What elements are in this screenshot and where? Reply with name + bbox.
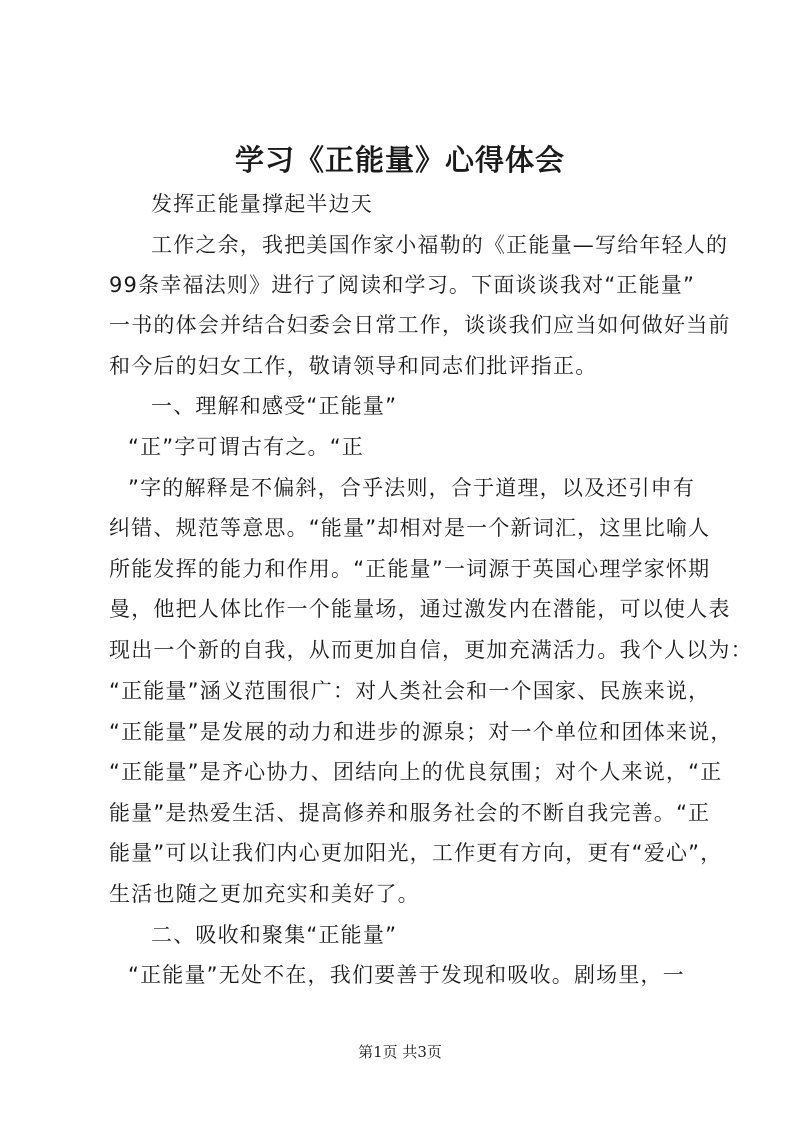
paragraph-line: 99条幸福法则》进行了阅读和学习。下面谈谈我对“正能量”: [109, 273, 696, 297]
paragraph-line: “正能量”涵义范围很广：对人类社会和一个国家、民族来说，: [109, 679, 711, 703]
paragraph-line: “正能量”是发展的动力和进步的源泉；对一个单位和团体来说，: [109, 720, 733, 744]
page-number-footer: 第1页 共3页: [358, 1043, 442, 1061]
paragraph-line: 工作之余，我把美国作家小福勒的《正能量—写给年轻人的: [151, 233, 729, 257]
document-title: 学习《正能量》心得体会: [234, 143, 565, 177]
paragraph-line: 生活也随之更加充实和美好了。: [109, 882, 420, 906]
paragraph-line: 所能发挥的能力和作用。“正能量”一词源于英国心理学家怀期: [109, 557, 711, 581]
paragraph-line: 能量”是热爱生活、提高修养和服务社会的不断自我完善。“正: [109, 801, 711, 825]
paragraph-line: “正能量”无处不在，我们要善于发现和吸收。剧场里，一: [128, 963, 685, 987]
paragraph-line: 一书的体会并结合妇委会日常工作，谈谈我们应当如何做好当前: [109, 313, 731, 337]
paragraph-line: 曼，他把人体比作一个能量场，通过激发内在潜能，可以使人表: [109, 597, 731, 621]
section-heading: 一、理解和感受“正能量”: [151, 394, 398, 418]
paragraph-line: “正能量”是齐心协力、团结向上的优良氛围；对个人来说，“正: [109, 760, 723, 784]
paragraph-line: ”字的解释是不偏斜，合乎法则，合于道理，以及还引申有: [128, 476, 696, 500]
paragraph-line: 纠错、规范等意思。“能量”却相对是一个新词汇，这里比喻人: [109, 516, 711, 540]
paragraph-line: 和今后的妇女工作，敬请领导和同志们批评指正。: [109, 354, 598, 378]
paragraph-line: “正”字可谓古有之。“正: [128, 435, 365, 459]
paragraph-line: 能量”可以让我们内心更加阳光，工作更有方向，更有“爱心”，: [109, 841, 723, 865]
subtitle-line: 发挥正能量撑起半边天: [151, 192, 373, 216]
section-heading: 二、吸收和聚集“正能量”: [151, 923, 398, 947]
paragraph-line: 现出一个新的自我，从而更加自信，更加充满活力。我个人以为：: [109, 638, 753, 662]
